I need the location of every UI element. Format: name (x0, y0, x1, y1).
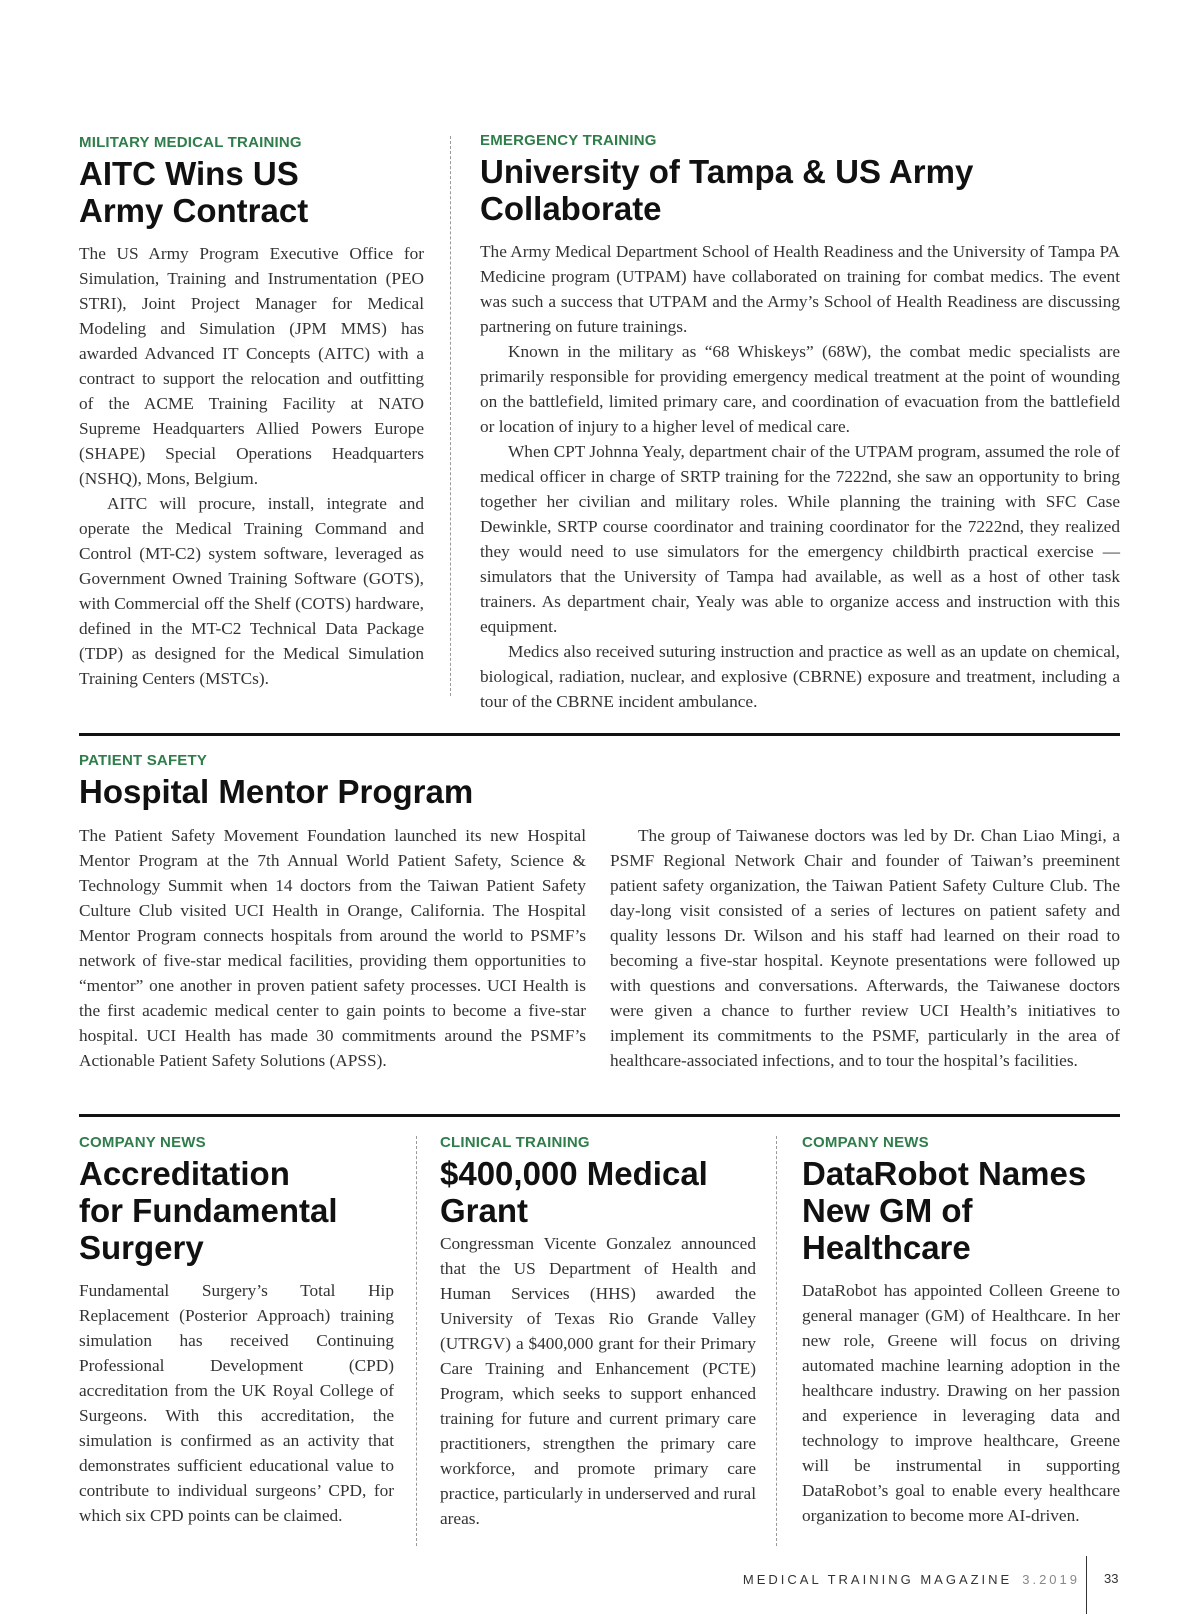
headline-line: Grant (440, 1192, 529, 1229)
running-footer (743, 1572, 1080, 1587)
paragraph: The group of Taiwanese doctors was led by Dr. Chan Liao Mingi, a PSMF Regional Network Chair and founder of Taiwan’s preeminent patient safety organization, the Taiwan Patient Safety Culture Club. The day-long visit consisted of a series of lectures on patient safety and quality lessons Dr. Wilson and his staff had learned on their road to becoming a five-star hospital. Keynote presentations were followed up with questions and conversations. Afterwards, the Taiwanese doctors were given a chance to further review UCI Health’s initiatives to implement its commitments to the PSMF, particularly in the area of healthcare-associated infections, and to tour the hospital’s facilities. (610, 826, 1120, 1070)
paragraph: The Army Medical Department School of Health Readiness and the University of Tampa PA Medicine program (UTPAM) have collaborated on training for combat medics. The event was such a success that UTPAM and the Army’s School of Health Readiness are discussing partnering on future trainings. (480, 242, 1120, 336)
article-aitc (79, 134, 424, 691)
paragraph: The US Army Program Executive Office for Simulation, Training and Instrumentation (PEO STRI), Joint Project Manager for Medical Modeling and Simulation (JPM MMS) has awarded Advanced IT Concepts (AITC) with a contract to support the relocation and outfitting of the ACME Training Facility at NATO Supreme Headquarters Allied Powers Europe (SHAPE) Special Operations Headquarters (NSHQ), Mons, Belgium. (79, 244, 424, 488)
headline-line: $400,000 Medical (440, 1155, 708, 1192)
column-divider (776, 1136, 777, 1546)
headline-line: Surgery (79, 1229, 204, 1266)
article-headline (79, 155, 424, 229)
footer-divider (1086, 1556, 1087, 1614)
headline-line: Healthcare (802, 1229, 971, 1266)
article-headline: Hospital Mentor Program (79, 773, 474, 810)
headline-line: Collaborate (480, 190, 662, 227)
paragraph: When CPT Johnna Yealy, department chair of the UTPAM program, assumed the role of medical officer in charge of SRTP training for the 7222nd, she saw an opportunity to bring together her civilian and military roles. While planning the training with SFC Case Dewinkle, SRTP course coordinator and training coordinator for the 7222nd, they realized they would need to use simulators for the emergency childbirth practical exercise — simulators that the University of Tampa had available, as well as a host of other task trainers. As department chair, Yealy was able to organize access and instruction with this equipment. (480, 442, 1120, 636)
paragraph: The Patient Safety Movement Foundation launched its new Hospital Mentor Program at the 7th Annual World Patient Safety, Science & Technology Summit when 14 doctors from the Taiwan Patient Safety Culture Club visited UCI Health in Orange, California. The Hospital Mentor Program connects hospitals from around the world to PSMF’s network of five-star medical facilities, providing them opportunities to “mentor” one another in proven patient safety processes. UCI Health is the first academic medical center to gain points to become a five-star hospital. UCI Health has made 30 commitments around the PSMF’s Actionable Patient Safety Solutions (APSS). (79, 826, 586, 1070)
article-grant (440, 1134, 756, 1531)
article-accreditation (79, 1134, 394, 1528)
article-datarobot (802, 1134, 1120, 1528)
section-kicker: PATIENT SAFETY (79, 752, 208, 769)
article-mentor-header (79, 752, 1120, 822)
headline-line: Army Contract (79, 192, 309, 229)
article-headline (79, 1155, 394, 1266)
headline-line: University of Tampa & US Army (480, 153, 974, 190)
article-headline (440, 1155, 756, 1229)
headline-line: Accreditation (79, 1155, 290, 1192)
section-rule (79, 733, 1120, 736)
paragraph: DataRobot has appointed Colleen Greene to general manager (GM) of Healthcare. In her new role, Greene will focus on driving automated machine learning adoption in the healthcare industry. Drawing on her passion and experience in leveraging data and technology to improve healthcare, Greene will be instrumental in supporting DataRobot’s goal to enable every healthcare organization to become more AI-driven. (802, 1281, 1120, 1525)
paragraph: AITC will procure, install, integrate and operate the Medical Training Command and Control (MT-C2) system software, leveraged as Government Owned Training Software (GOTS), with Commercial off the Shelf (COTS) hardware, defined in the MT-C2 Technical Data Package (TDP) as designed for the Medical Simulation Training Centers (MSTCs). (79, 494, 424, 688)
section-kicker: COMPANY NEWS (802, 1134, 929, 1151)
article-body (79, 1278, 394, 1528)
article-headline (480, 153, 1120, 227)
headline-line: AITC Wins US (79, 155, 299, 192)
magazine-name: MEDICAL TRAINING MAGAZINE (742, 1572, 1013, 1587)
paragraph: Known in the military as “68 Whiskeys” (68W), the combat medic specialists are primarily responsible for providing emergency medical treatment at the point of wounding on the battlefield, limited primary care, and coordination of evacuation from the battlefield or location of injury to a higher level of medical care. (480, 342, 1120, 436)
article-body (480, 239, 1120, 714)
issue-date: 3.2019 (1022, 1572, 1080, 1587)
section-kicker: COMPANY NEWS (79, 1134, 206, 1151)
article-body (79, 241, 424, 691)
section-kicker: CLINICAL TRAINING (440, 1134, 590, 1151)
column-divider (416, 1136, 417, 1546)
article-headline (802, 1155, 1120, 1266)
paragraph: Medics also received suturing instruction and practice as well as an update on chemical, biological, radiation, nuclear, and explosive (CBRNE) exposure and treatment, including a tour of the CBRNE incident ambulance. (480, 642, 1120, 711)
article-tampa (480, 132, 1120, 714)
section-rule (79, 1114, 1120, 1117)
headline-line: for Fundamental (79, 1192, 338, 1229)
column-divider (450, 136, 451, 696)
paragraph: Fundamental Surgery’s Total Hip Replacement (Posterior Approach) training simulation has received Continuing Professional Development (CPD) accreditation from the UK Royal College of Surgeons. With this accreditation, the simulation is confirmed as an activity that demonstrates sufficient educational value to contribute to individual surgeons’ CPD, for which six CPD points can be claimed. (79, 1281, 394, 1525)
article-mentor-col1 (79, 823, 586, 1073)
page-number: 33 (1104, 1571, 1119, 1586)
section-kicker: MILITARY MEDICAL TRAINING (79, 134, 302, 151)
article-mentor-col2 (610, 823, 1120, 1073)
section-kicker: EMERGENCY TRAINING (480, 132, 657, 149)
headline-line: DataRobot Names (802, 1155, 1087, 1192)
headline-line: New GM of (802, 1192, 973, 1229)
article-body (440, 1231, 756, 1531)
article-body (802, 1278, 1120, 1528)
paragraph: Congressman Vicente Gonzalez announced that the US Department of Health and Human Services (HHS) awarded the University of Texas Rio Grande Valley (UTRGV) a $400,000 grant for their Primary Care Training and Enhancement (PCTE) Program, which seeks to support enhanced training for future and current primary care practitioners, strengthen the primary care workforce, and promote primary care practice, particularly in underserved and rural areas. (440, 1234, 756, 1528)
